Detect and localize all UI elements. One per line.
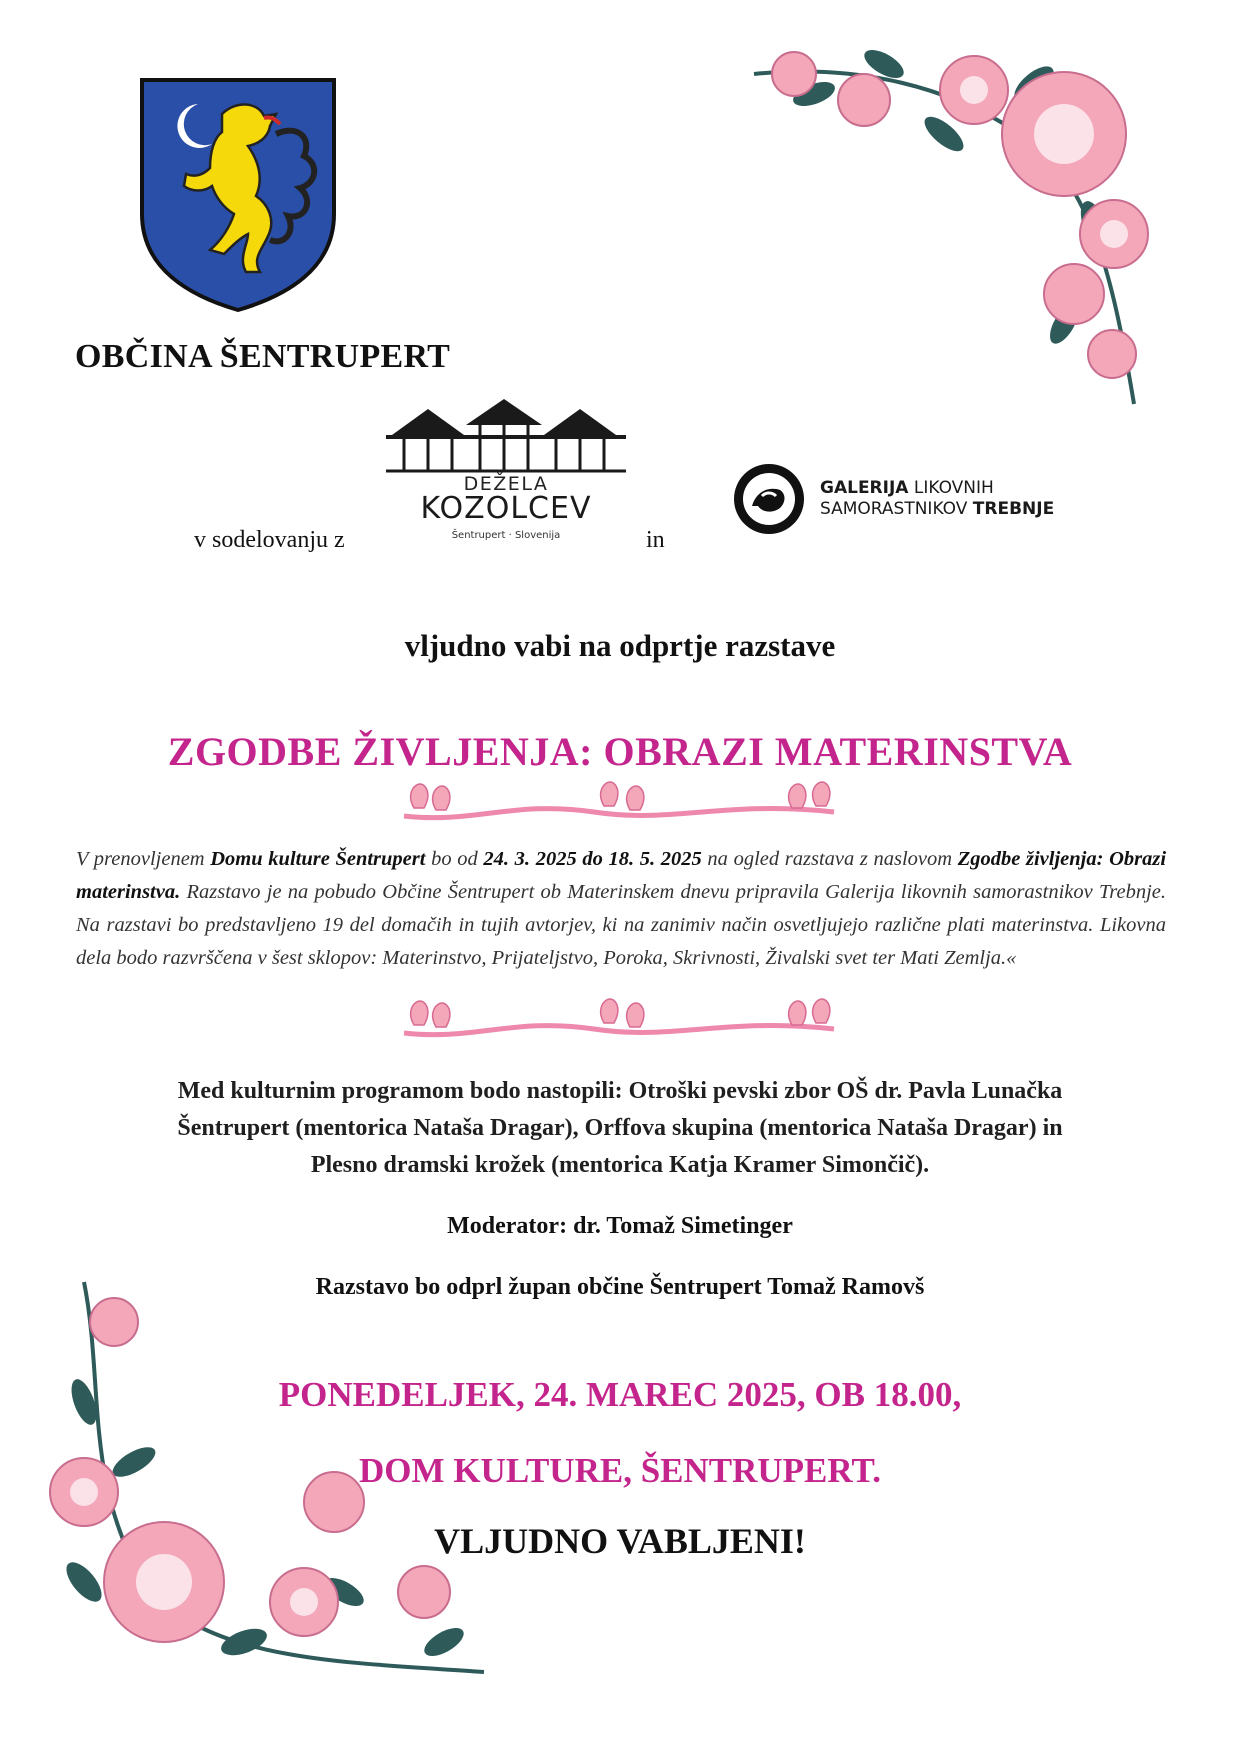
kozolci-logo-line3: Šentrupert · Slovenija bbox=[451, 530, 561, 541]
event-venue: DOM KULTURE, ŠENTRUPERT. bbox=[359, 1451, 881, 1490]
coat-of-arms-icon bbox=[136, 74, 340, 314]
cooperation-prefix: v sodelovanju z bbox=[194, 527, 345, 553]
cooperation-and: in bbox=[646, 527, 665, 553]
gallery-name bbox=[820, 478, 1054, 520]
event-datetime: PONEDELJEK, 24. MAREC 2025, OB 18.00, bbox=[278, 1375, 962, 1414]
moderator: Moderator: dr. Tomaž Simetinger bbox=[447, 1213, 793, 1239]
kozolci-logo-line1: DEŽELA bbox=[463, 473, 549, 495]
kozolci-logo-line2: KOZOLCEV bbox=[420, 491, 592, 526]
municipality-name: OBČINA ŠENTRUPERT bbox=[75, 338, 451, 375]
hayrack-icon bbox=[384, 395, 628, 475]
gallery-name-line1: GALERIJA LIKOVNIH bbox=[820, 478, 994, 498]
welcome-message: VLJUDNO VABLJENI! bbox=[434, 1521, 806, 1561]
gallery-seal-icon bbox=[732, 462, 806, 536]
gallery-name-line2: SAMORASTNIKOV TREBNJE bbox=[820, 499, 1055, 519]
cultural-program bbox=[80, 1073, 1160, 1184]
exhibition-opener: Razstavo bo odprl župan občine Šentrupert Tomaž Ramovš bbox=[315, 1274, 925, 1300]
kozolci-logo bbox=[384, 395, 628, 553]
exhibition-description: V prenovljenem Domu kulture Šentrupert bo od 24. 3. 2025 do 18. 5. 2025 na ogled razstava z naslovom Zgodbe življenja: Obrazi materinstva. Razstavo je na pobudo Občine Šentrupert ob Materinskem dnevu pripravila Galerija likovnih samorastnikov Trebnje. Na razstavi bo predstavljeno 19 del domačih in tujih avtorjev, ki na zanimiv način osvetljujejo različne plati materinstva. Likovna dela bodo razvrščena v šest sklopov: Materinstvo, Prijateljstvo, Poroka, Skrivnosti, Živalski svet ter Mati Zemlja.« bbox=[76, 848, 1167, 969]
invitation-lead: vljudno vabi na odprtje razstave bbox=[404, 628, 836, 663]
program-line: Šentrupert (mentorica Nataša Dragar), Orffova skupina (mentorica Nataša Dragar) in bbox=[177, 1115, 1063, 1141]
program-line: Med kulturnim programom bodo nastopili: Otroški pevski zbor OŠ dr. Pavla Lunačka bbox=[177, 1078, 1063, 1104]
flower-divider-icon bbox=[394, 995, 846, 1053]
exhibition-title: ZGODBE ŽIVLJENJA: OBRAZI MATERINSTVA bbox=[167, 729, 1073, 774]
floral-corner-top-right-icon bbox=[734, 24, 1174, 454]
flower-divider-icon bbox=[394, 778, 846, 836]
program-line: Plesno dramski krožek (mentorica Katja Kramer Simončič). bbox=[310, 1152, 930, 1178]
